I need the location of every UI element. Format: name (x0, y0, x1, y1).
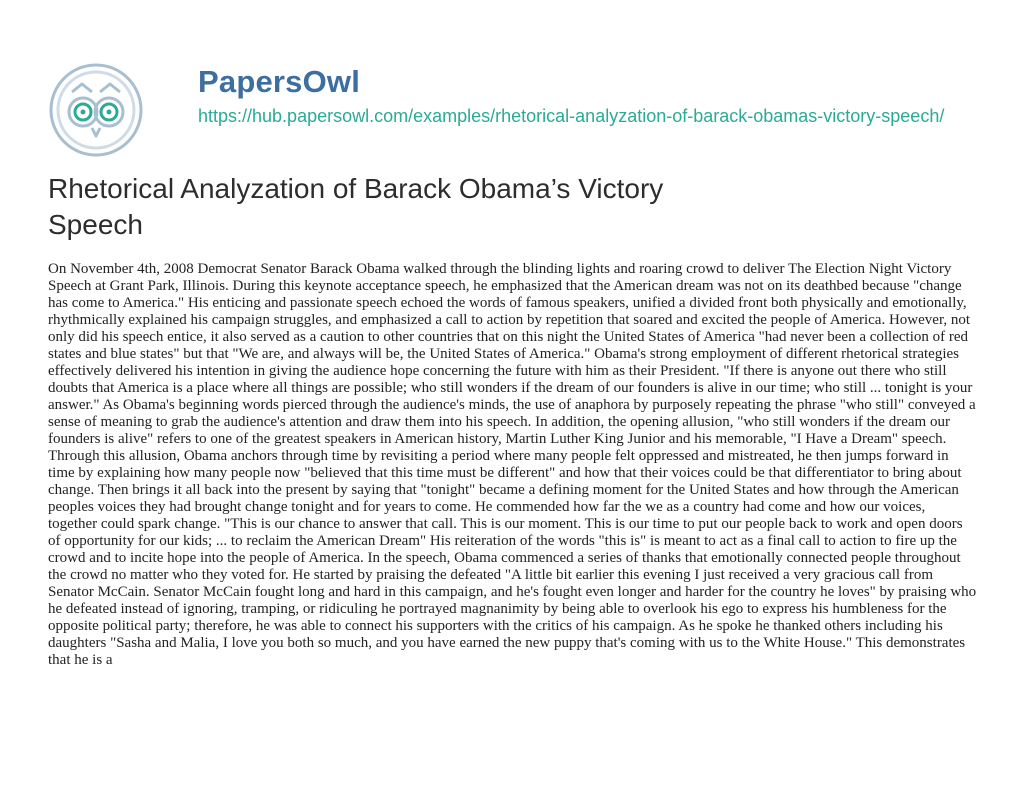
essay-body: On November 4th, 2008 Democrat Senator Barack Obama walked through the blinding lights and roaring crowd to deliver The Election Night Victory Speech at Grant Park, Illinois. During this keynote acceptance speech, he emphasized that the American dream was not on its deathbed because "change has come to America." His enticing and passionate speech echoed the words of famous speakers, unified a divided front both physically and emotionally, rhythmically explained his campaign struggles, and emphasized a call to action by repetition that soared and excited the people of America. However, not only did his speech entice, it also served as a caution to other countries that on this night the United States of America "had never been a collection of red states and blue states" but that "We are, and always will be, the United States of America." Obama's strong employment of different rhetorical strategies effectively delivered his intention in giving the audience hope concerning the future with him as their President. "If there is anyone out there who still doubts that America is a place where all things are possible; who still wonders if the dream of our founders is alive in our time; who still ... tonight is your answer." As Obama's beginning words pierced through the audience's minds, the use of anaphora by purposely repeating the phrase "who still" conveyed a sense of meaning to grab the audience's attention and draw them into his speech. In addition, the opening allusion, "who still wonders if the dream our founders is alive" refers to one of the greatest speakers in American history, Martin Luther King Junior and his memorable, "I Have a Dream" speech. Through this allusion, Obama anchors through time by revisiting a period where many people felt oppressed and mistreated, he then jumps forward in time by explaining how many people now "believed that this time must be different" and how that their voices could be that differentiator to bring about change. Then brings it all back into the present by saying that "tonight" became a defining moment for the United States and how through the American peoples voices they had brought change tonight and for years to come. He commended how far the we as a country had come and how our voices, together could spark change. "This is our chance to answer that call. This is our moment. This is our time to put our people back to work and open doors of opportunity for our kids; ... to reclaim the American Dream" His reiteration of the words "this is" is meant to act as a final call to action to fire up the crowd and to incite hope into the people of America. In the speech, Obama commenced a series of thanks that emotionally connected people throughout the crowd no matter who they voted for. He started by praising the defeated "A little bit earlier this evening I just received a very gracious call from Senator McCain. Senator McCain fought long and hard in this campaign, and he's fought even longer and harder for the country he loves" by praising who he defeated instead of ignoring, tramping, or ridiculing he portrayed magnanimity by being able to overlook his ego to express his humbleness for the opposite political party; therefore, he was able to connect his supporters with the critics of his campaign. As he spoke he thanked others including his daughters "Sasha and Malia, I love you both so much, and you have earned the new puppy that's coming with us to the White House." This demonstrates that he is a (48, 261, 977, 668)
page-title: Rhetorical Analyzation of Barack Obama’s Victory Speech (48, 173, 664, 240)
owl-logo-icon[interactable] (48, 62, 144, 158)
source-url-link[interactable]: https://hub.papersowl.com/examples/rhetorical-analyzation-of-barack-obamas-victory-speech/ (198, 106, 945, 126)
site-header (48, 28, 1008, 148)
brand-name[interactable]: PapersOwl (198, 64, 361, 99)
